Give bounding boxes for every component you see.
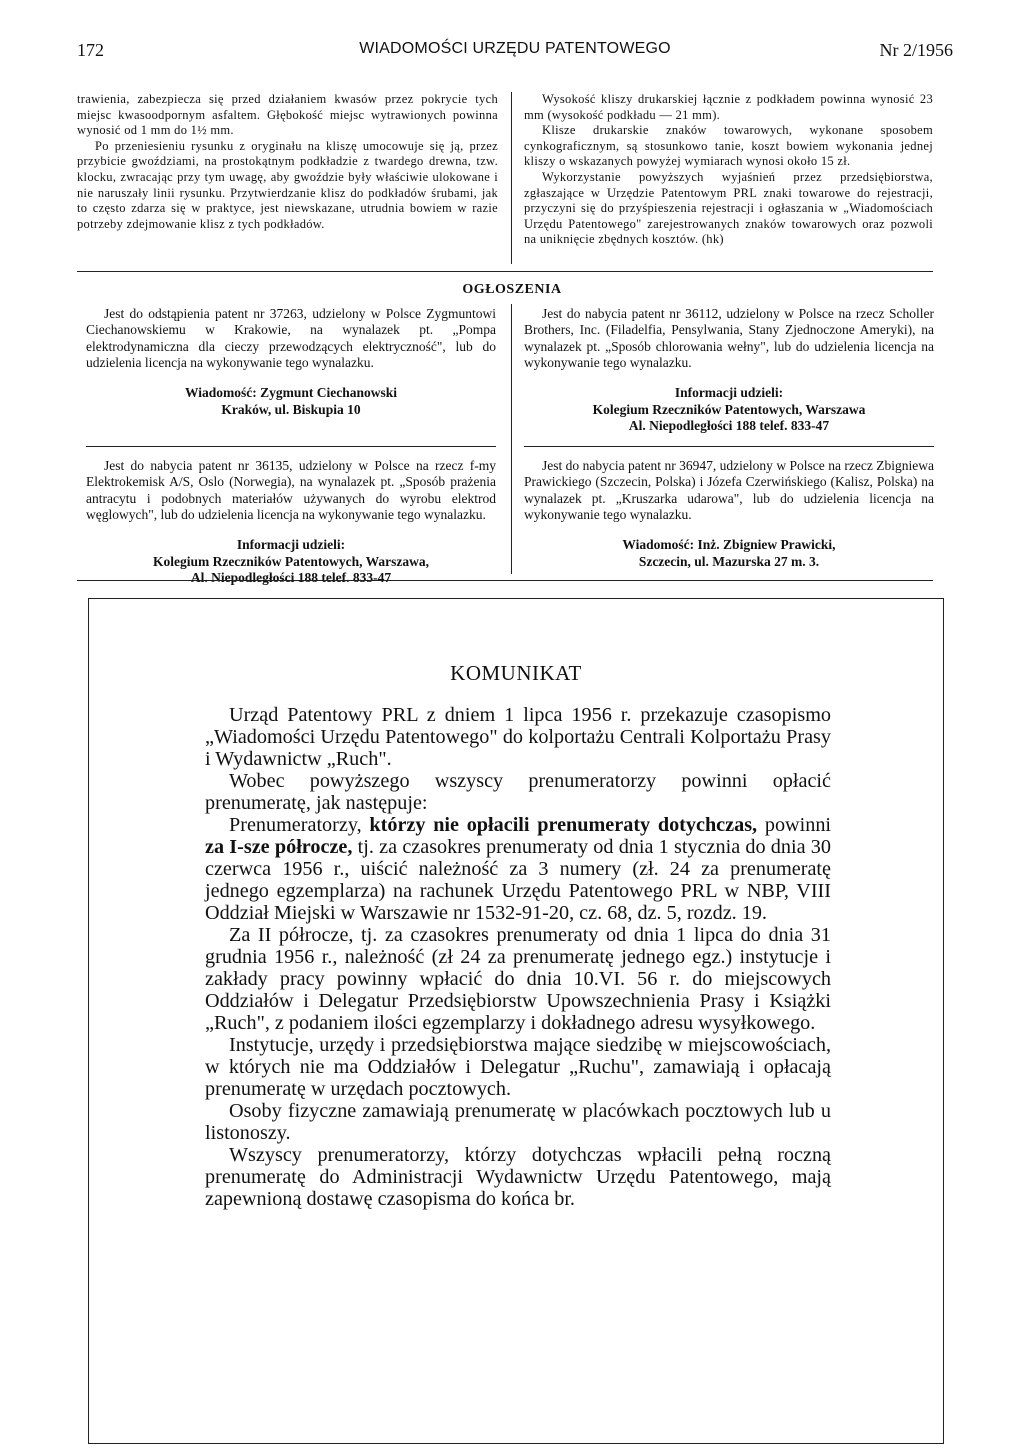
contact-line: Al. Niepodległości 188 telef. 833-47 [628, 418, 830, 434]
komunikat-paragraph: Wszyscy prenumeratorzy, którzy dotychczas wpłacili pełną roczną prenumeratę do Administracji Wydawnictw Urzędu Patentowego, mają zapewnioną dostawę czasopisma do końca br. [205, 1144, 831, 1210]
text-run: Prenumeratorzy, [229, 814, 362, 836]
journal-title: WIADOMOŚCI URZĘDU PATENTOWEGO [359, 40, 671, 57]
bold-run: którzy nie opłacili prenumeraty dotychczas, [369, 814, 758, 836]
section-title: OGŁOSZENIA [462, 282, 562, 297]
announcement-divider [86, 446, 496, 447]
bold-run: za I-sze półrocze, [205, 836, 353, 858]
section-divider [77, 271, 933, 272]
announcement-2 [86, 458, 496, 587]
text-run: powinni [764, 814, 832, 836]
contact-line: Informacji udzieli: [236, 537, 346, 553]
article-paragraph: Wysokość kliszy drukarskiej łącznie z podkładem powinna wynosić 23 mm (wysokość podkładu — 21 mm). [524, 92, 933, 122]
contact-line: Wiadomość: Inż. Zbigniew Prawicki, [622, 537, 836, 553]
komunikat-paragraph [205, 814, 831, 924]
announcement-contact [524, 385, 934, 435]
article-left-column [77, 92, 498, 232]
article-paragraph: Po przeniesieniu rysunku z oryginału na kliszę umocowuje się ją, przez przybicie gwoździami, na prostokątnym podkładzie z twardego drewna, tzw. klocku, zwracając przy tym uwagę, aby gwoździe były właściwie ulokowane i nie naruszały linii rysunku. Przytwierdzanie klisz do podkładów śrubami, jak to często zdarza się w praktyce, jest niewskazane, utrudnia bowiem w razie potrzeby zdejmowanie klisz z tych podkładów. [77, 138, 498, 231]
komunikat-paragraph: Za II półrocze, tj. za czasokres prenumeraty od dnia 1 lipca do dnia 31 grudnia 1956 r., należność (zł 24 za prenumeratę jednego egz.) instytucje i zakłady pracy powinny wpłacić do dnia 10.VI. 56 r. do miejscowych Oddziałów i Delegatur Przedsiębiorstw Upowszechnienia Prasy i Książki „Ruch", z podaniem ilości egzemplarzy i dokładnego adresu wysyłkowego. [205, 924, 831, 1034]
contact-line: Kolegium Rzeczników Patentowych, Warszawa [592, 401, 866, 417]
announcement-text: Jest do nabycia patent nr 36947, udzielony w Polsce na rzecz Zbigniewa Prawickiego (Szczecin, Polska) i Józefa Czerwińskiego (Kalisz, Polska) na wynalazek pt. „Kruszarka udarowa", lub do udzielenia licencja na wykonywanie tego wynalazku. [524, 458, 934, 522]
komunikat-paragraph: Wobec powyższego wszyscy prenumeratorzy powinni opłacić prenumeratę, jak następuje: [205, 770, 831, 814]
column-divider [511, 304, 512, 574]
announcement-text: Jest do nabycia patent nr 36112, udzielony w Polsce na rzecz Scholler Brothers, Inc. (Filadelfia, Pensylwania, Stany Zjednoczone Ameryki), na wynalazek pt. „Sposób chlorowania wełny", lub do udzielenia licencja na wykonywanie tego wynalazku. [524, 306, 934, 370]
komunikat-text [205, 704, 831, 1210]
page-header [77, 38, 953, 66]
text-run: tj. za czasokres prenumeraty od dnia 1 stycznia do dnia 30 czerwca 1956 r., uiścić należność za 3 numery (zł. 24 za prenumeratę jednego egzemplarza) na rachunek Urzędu Patentowego PRL w NBP, VIII Oddział Miejski w Warszawie nr 1532-91-20, cz. 68, dz. 5, rozdz. 19. [205, 836, 831, 924]
column-divider [511, 92, 512, 264]
announcement-4 [524, 458, 934, 570]
announcement-text: Jest do odstąpienia patent nr 37263, udzielony w Polsce Zygmuntowi Ciechanowskiemu w Krakowie, na wynalazek pt. „Pompa elektrodynamiczna dla cieczy przewodzących elektryczność", lub do udzielenia licencja na wykonywanie tego wynalazku. [86, 306, 496, 370]
announcement-text: Jest do nabycia patent nr 36135, udzielony w Polsce na rzecz f-my Elektrokemisk A/S, Oslo (Norwegia), na wynalazek pt. „Sposób prażenia antracytu i podobnych materiałów używanych do wyrobu elektrod węglowych", lub do udzielenia licencja na wykonywanie tego wynalazku. [86, 458, 496, 522]
article-paragraph: trawienia, zabezpiecza się przed działaniem kwasów przez pokrycie tych miejsc kwasoodpornym asfaltem. Głębokość miejsc wytrawionych powinna wynosić od 1 mm do 1½ mm. [77, 92, 498, 138]
announcement-divider [524, 446, 934, 447]
contact-line: Informacji udzieli: [674, 385, 784, 401]
contact-line: Al. Niepodległości 188 telef. 833-47 [190, 570, 392, 586]
article-paragraph: Wykorzystanie powyższych wyjaśnień przez przedsiębiorstwa, zgłaszające w Urzędzie Patentowym PRL znaki towarowe do rejestracji, przyczyni się do przyśpieszenia rejestracji i ogłaszania w „Wiadomościach Urzędu Patentowego" zarejestrowanych znaków towarowych oraz pozwoli na uniknięcie zbędnych kosztów. (hk) [524, 169, 933, 247]
contact-line: Wiadomość: Zygmunt Ciechanowski [184, 385, 398, 401]
announcement-3 [524, 306, 934, 435]
komunikat-paragraph: Instytucje, urzędy i przedsiębiorstwa mające siedzibę w miejscowościach, w których nie ma Oddziałów i Delegatur „Ruchu", zamawiają i opłacają prenumeratę w urzędach pocztowych. [205, 1034, 831, 1100]
komunikat-box [88, 598, 944, 1444]
article-right-column [524, 92, 933, 248]
contact-line: Kolegium Rzeczników Patentowych, Warszawa, [152, 553, 430, 569]
article-paragraph: Klisze drukarskie znaków towarowych, wykonane sposobem cynkograficznym, są stosunkowo tanie, koszt bowiem wykonania jednej kliszy o wskazanych powyżej wymiarach wynosi około 15 zł. [524, 123, 933, 169]
announcement-contact [86, 385, 496, 418]
komunikat-paragraph: Urząd Patentowy PRL z dniem 1 lipca 1956 r. przekazuje czasopismo „Wiadomości Urzędu Patentowego" do kolportażu Centrali Kolportażu Prasy i Wydawnictw „Ruch". [205, 704, 831, 770]
komunikat-title: KOMUNIKAT [450, 661, 582, 685]
contact-line: Kraków, ul. Biskupia 10 [221, 401, 361, 417]
contact-line: Szczecin, ul. Mazurska 27 m. 3. [638, 553, 820, 569]
page-number: 172 [77, 40, 104, 60]
announcement-contact [524, 537, 934, 570]
announcement-1 [86, 306, 496, 418]
section-divider [77, 580, 933, 581]
komunikat-paragraph: Osoby fizyczne zamawiają prenumeratę w placówkach pocztowych lub u listonoszy. [205, 1100, 831, 1144]
issue-number: Nr 2/1956 [879, 40, 953, 60]
